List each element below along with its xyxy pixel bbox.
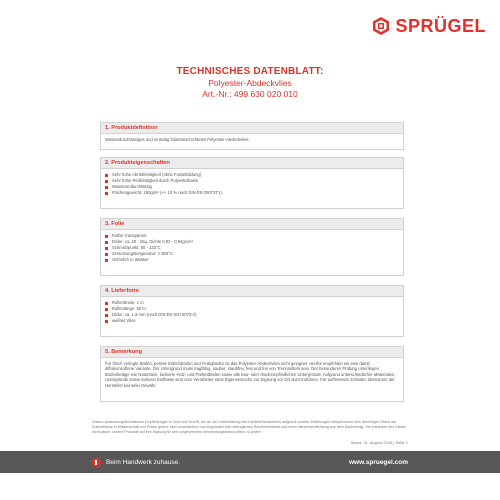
info-badge-icon xyxy=(92,458,101,467)
brand-name: SPRÜGEL xyxy=(395,15,486,36)
bullet-icon xyxy=(105,308,108,311)
section-lieferform xyxy=(100,285,404,337)
section-produktdefinition xyxy=(100,122,404,150)
section-text: Wasserdurchlässiges und einseitig folienbeschichtetes Polyester-Abdeckvlies. xyxy=(105,137,250,142)
bullet-icon xyxy=(105,247,108,250)
list-item: Dicke: ca. 20 - 25µ, Dichte 0,92 - 0,94g/cm³ xyxy=(105,239,399,245)
bullet-icon xyxy=(105,235,108,238)
list-item: Schmelzpunkt: 80 - 133°C xyxy=(105,245,399,251)
document-title: TECHNISCHES DATENBLATT: xyxy=(176,66,324,77)
document-date: Stand: 31. August 2016 | Seite 1 xyxy=(350,440,408,445)
list-item: Unlöslich in Wasser xyxy=(105,257,399,263)
brand-logo xyxy=(371,14,486,38)
footer-url-link[interactable]: www.spruegel.com xyxy=(349,458,408,466)
article-number: Art.-Nr.: 499 630 020 010 xyxy=(202,89,298,99)
list-item: Sehr hohe Reißfestigkeit durch Polyesterbasis xyxy=(105,178,399,184)
footer-bar xyxy=(0,451,500,473)
section-text: Für frisch verlegte Böden, poröse Estrichböden und Fertigböden ist das Polyester-Abdeckvlies nicht geeignet. Hierfür empfehlen wir eine damit diffusionsoffene Variante. Der Untergrund muss tragfähig, sauber, staubfrei, fest und frei von Trennmitteln sein. Der besonderen Prüfung unterliegen Bodenbeläge wie Naturstein, lackierte Holz- und Parkettböden sowie alle bau- oder druckempfindlichen Untergründe. Aufgrund unterschiedlicher Materialien, Untergründe sowie äußerer Einflüsse sind vom Verarbeiter stets Eigenversuche zur Eignung vor Ort durchzuführen. Für auftretende Schäden übernimmt der Hersteller keinerlei Gewähr. xyxy=(105,361,396,388)
list-item: Wasserundurchlässig xyxy=(105,184,399,190)
section-folie xyxy=(100,218,404,276)
bullet-icon xyxy=(105,314,108,317)
section-heading: 5. Bemerkung xyxy=(101,347,403,358)
document-header xyxy=(0,66,500,99)
list-item: Zersetzungstemperatur: > 300°C xyxy=(105,251,399,257)
bullet-icon xyxy=(105,259,108,262)
section-produkteigenschaften xyxy=(100,157,404,209)
section-list xyxy=(101,230,403,266)
list-item: Sehr hohe Abriebfestigkeit (ohne Fusselbildung) xyxy=(105,172,399,178)
list-item: Flächengewicht: 180g/m² (+/- 10 % nach DIN EN 29073T1) xyxy=(105,190,399,196)
bullet-icon xyxy=(105,192,108,195)
list-item: Farbe: transparent xyxy=(105,233,399,239)
section-heading: 3. Folie xyxy=(101,219,403,230)
list-item: weißes Vlies xyxy=(105,318,399,324)
bullet-icon xyxy=(105,320,108,323)
bullet-icon xyxy=(105,253,108,256)
product-name: Polyester-Abdeckvlies xyxy=(208,78,292,88)
section-bemerkung xyxy=(100,346,404,402)
section-heading: 2. Produkteigenschaften xyxy=(101,158,403,169)
bullet-icon xyxy=(105,302,108,305)
bullet-icon xyxy=(105,241,108,244)
hex-nut-icon xyxy=(371,16,391,36)
list-item: Dicke: ca. 1,3 mm (nach DIN EN ISO 9073-2) xyxy=(105,312,399,318)
bullet-icon xyxy=(105,174,108,177)
section-heading: 1. Produktdefinition xyxy=(101,123,403,134)
section-list xyxy=(101,169,403,199)
section-list xyxy=(101,297,403,327)
bullet-icon xyxy=(105,186,108,189)
list-item: Rollenlänge: 50 m xyxy=(105,306,399,312)
bullet-icon xyxy=(105,180,108,183)
footer-slogan: Beim Handwerk zuhause. xyxy=(106,458,181,466)
section-heading: 4. Lieferform xyxy=(101,286,403,297)
legal-disclaimer: Unsere anwendungstechnischen Empfehlungen in Wort und Schrift, die wir zur Unterstützung des Käufers/Verarbeiters aufgrund unserer Erfahrungen entsprechend dem derzeitigen Stand der Erkenntnisse in Wissenschaft und Praxis geben, sind unverbindlich und begründen kein vertragliches Rechtsverhältnis und keine Nebenverpflichtung aus dem Kaufvertrag. Sie entbinden den Käufer nicht davon, unsere Produkte auf ihre Eignung für den vorgesehenen Verwendungszweck selbst zu prüfen. xyxy=(92,420,406,434)
list-item: Rollenbreite: 1 m xyxy=(105,300,399,306)
footer-slogan-group xyxy=(92,458,180,467)
